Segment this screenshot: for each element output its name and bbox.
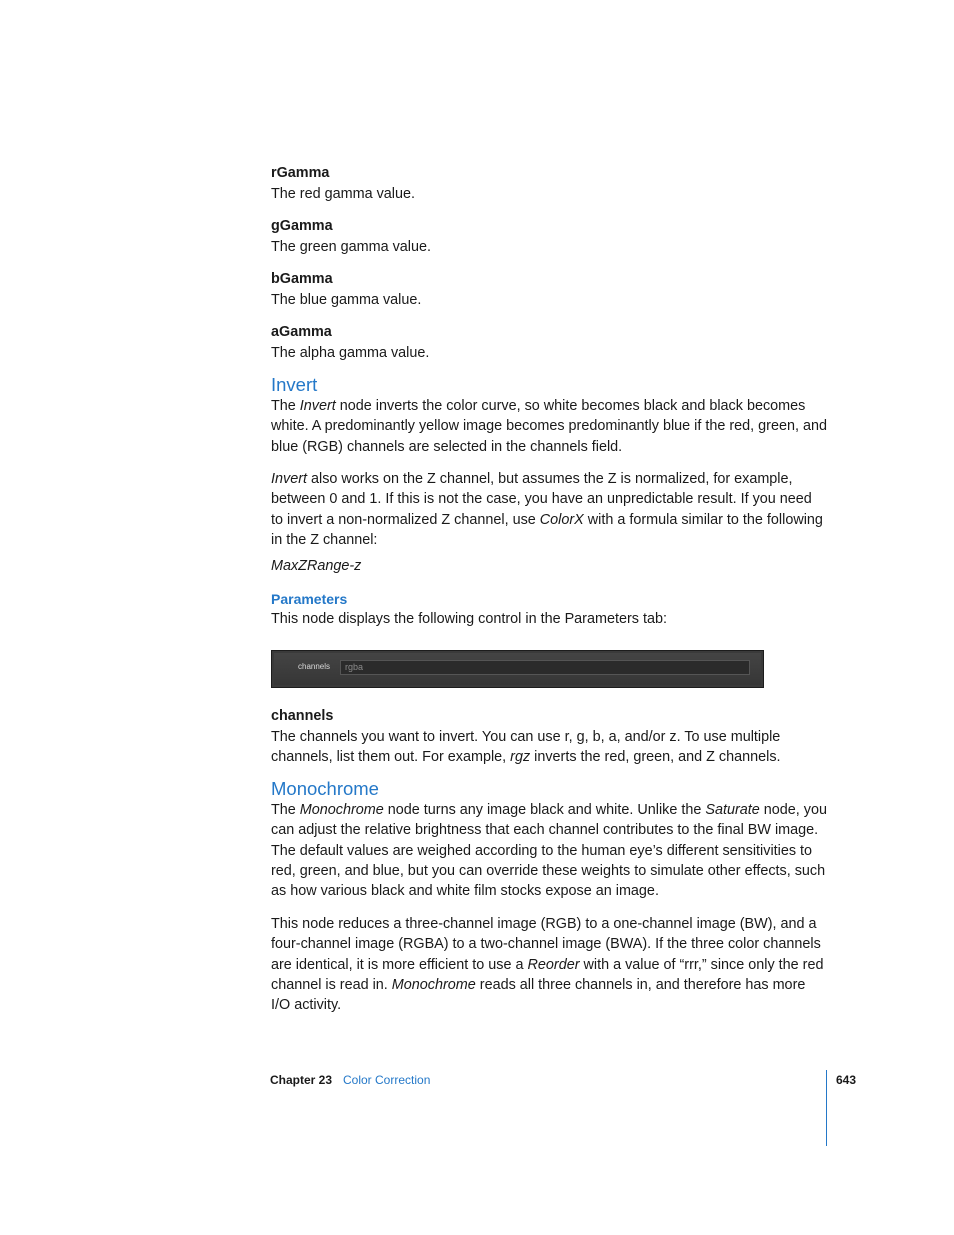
- param-term-ggamma: gGamma: [271, 218, 333, 234]
- panel-background: [274, 653, 761, 685]
- param-desc-rgamma: The red gamma value.: [271, 186, 415, 202]
- param-desc-ggamma: The green gamma value.: [271, 239, 431, 255]
- channels-field-value: rgba: [345, 662, 364, 672]
- section-heading-invert: Invert: [271, 374, 318, 395]
- channels-label: channels: [298, 662, 331, 671]
- param-desc-bgamma: The blue gamma value.: [271, 292, 422, 308]
- channels-field[interactable]: [340, 660, 750, 675]
- param-term-rgamma: rGamma: [271, 165, 330, 181]
- invert-paragraph-1: The Invert node inverts the color curve, so white becomes black and black becomes white. A predominantly yellow image becomes predominantly blue if the red, green, and blue (RGB) channels are selected in the channels field.: [271, 398, 827, 455]
- footer-divider: [826, 1070, 827, 1146]
- param-desc-agamma: The alpha gamma value.: [271, 345, 430, 361]
- channels-parameter-panel: [271, 650, 764, 688]
- parameters-intro: This node displays the following control in the Parameters tab:: [271, 611, 667, 627]
- footer-chapter: Chapter 23: [270, 1073, 333, 1087]
- subheading-parameters: Parameters: [271, 591, 348, 607]
- invert-paragraph-2: Invert also works on the Z channel, but assumes the Z is normalized, for example, between 0 and 1. If this is not the case, you have an unpredictable result. If you need to invert a non-normalized Z channel, use ColorX with a formula similar to the following in the Z channel:: [271, 471, 823, 548]
- param-desc-channels: The channels you want to invert. You can use r, g, b, a, and/or z. To use multiple channels, list them out. For example, rgz inverts the red, green, and Z channels.: [271, 729, 781, 766]
- monochrome-paragraph-2: This node reduces a three-channel image (RGB) to a one-channel image (BW), and a four-channel image (RGBA) to a two-channel image (BWA). If the three color channels are identical, it is more efficient to use a Reorder with a value of “rrr,” since only the red channel is read in. Monochrome reads all three channels in, and therefore has more I/O activity.: [271, 916, 824, 1014]
- page-number: 643: [836, 1073, 857, 1087]
- param-term-bgamma: bGamma: [271, 271, 333, 287]
- param-term-agamma: aGamma: [271, 324, 332, 340]
- footer-chapter-title: Color Correction: [343, 1073, 431, 1087]
- param-term-channels: channels: [271, 708, 334, 724]
- section-heading-monochrome: Monochrome: [271, 778, 379, 799]
- monochrome-paragraph-1: The Monochrome node turns any image black and white. Unlike the Saturate node, you can adjust the relative brightness that each channel contributes to the final BW image. The default values are weighed according to the human eye’s different sensitivities to red, green, and blue, but you can override these weights to simulate other effects, such as how various black and white film stocks expose an image.: [271, 802, 827, 900]
- formula: MaxZRange-z: [271, 558, 362, 574]
